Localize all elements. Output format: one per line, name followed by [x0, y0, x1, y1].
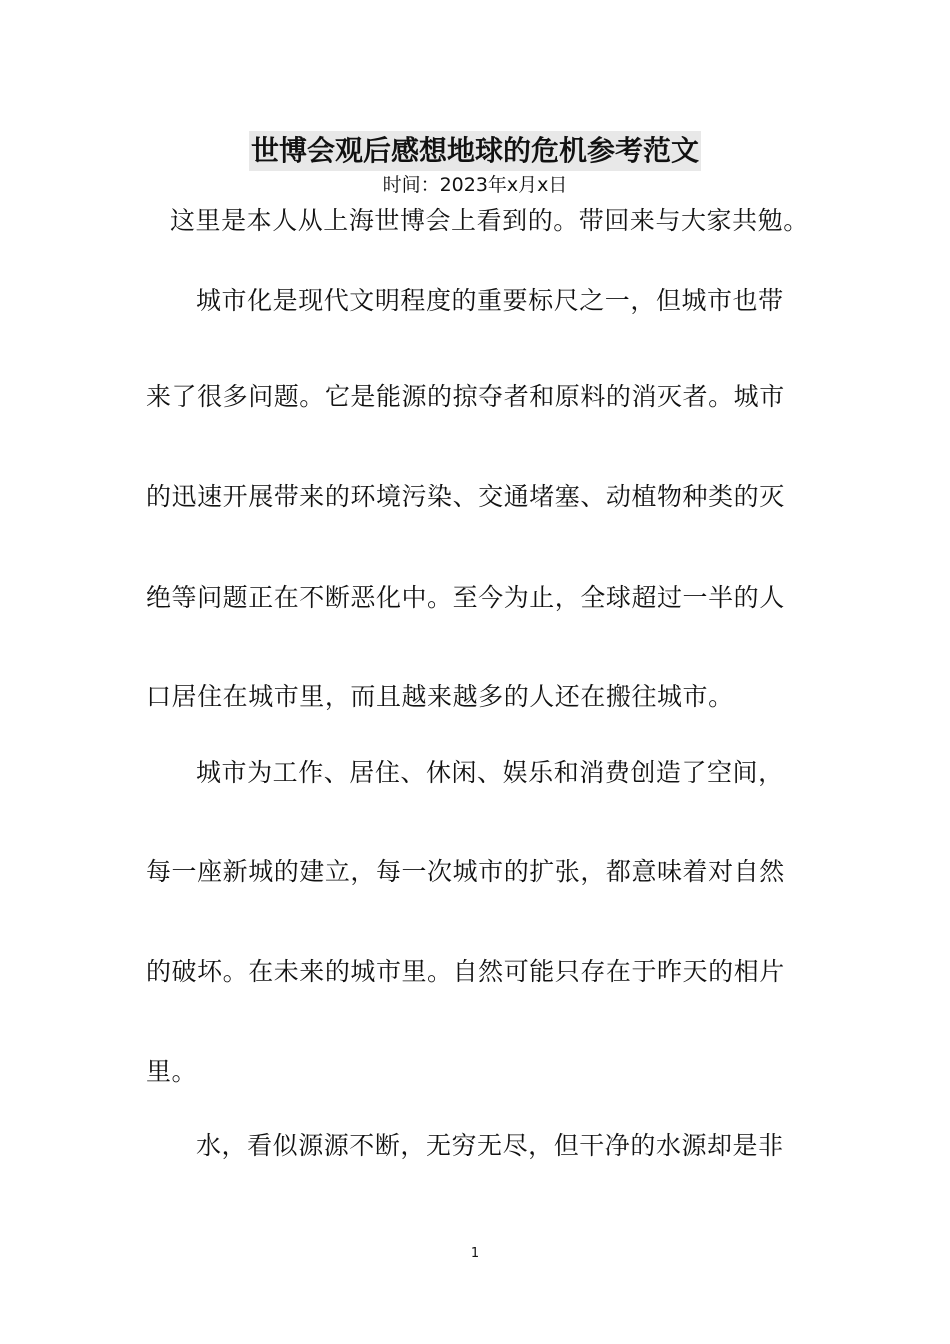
body-line: 水，看似源源不断，无穷无尽，但干净的水源却是非 [196, 1131, 784, 1160]
body-line: 城市为工作、居住、休闲、娱乐和消费创造了空间， [196, 758, 784, 787]
body-line: 口居住在城市里，而且越来越多的人还在搬往城市。 [146, 682, 734, 711]
body-line: 这里是本人从上海世博会上看到的。带回来与大家共勉。 [170, 206, 809, 235]
document-title [0, 131, 950, 175]
page-number: 1 [470, 1246, 480, 1261]
body-line: 的迅速开展带来的环境污染、交通堵塞、动植物种类的灭 [146, 482, 785, 511]
date-line: 时间：2023年x月x日 [382, 174, 568, 196]
body-line: 城市化是现代文明程度的重要标尺之一，但城市也带 [196, 286, 784, 315]
body-line: 来了很多问题。它是能源的掠夺者和原料的消灭者。城市 [146, 382, 785, 411]
body-line: 绝等问题正在不断恶化中。至今为止，全球超过一半的人 [146, 583, 785, 612]
body-line: 每一座新城的建立，每一次城市的扩张，都意味着对自然 [146, 857, 785, 886]
body-line: 里。 [146, 1057, 198, 1086]
body-line: 的破坏。在未来的城市里。自然可能只存在于昨天的相片 [146, 957, 785, 986]
document-title-text: 世博会观后感想地球的危机参考范文 [249, 131, 701, 171]
